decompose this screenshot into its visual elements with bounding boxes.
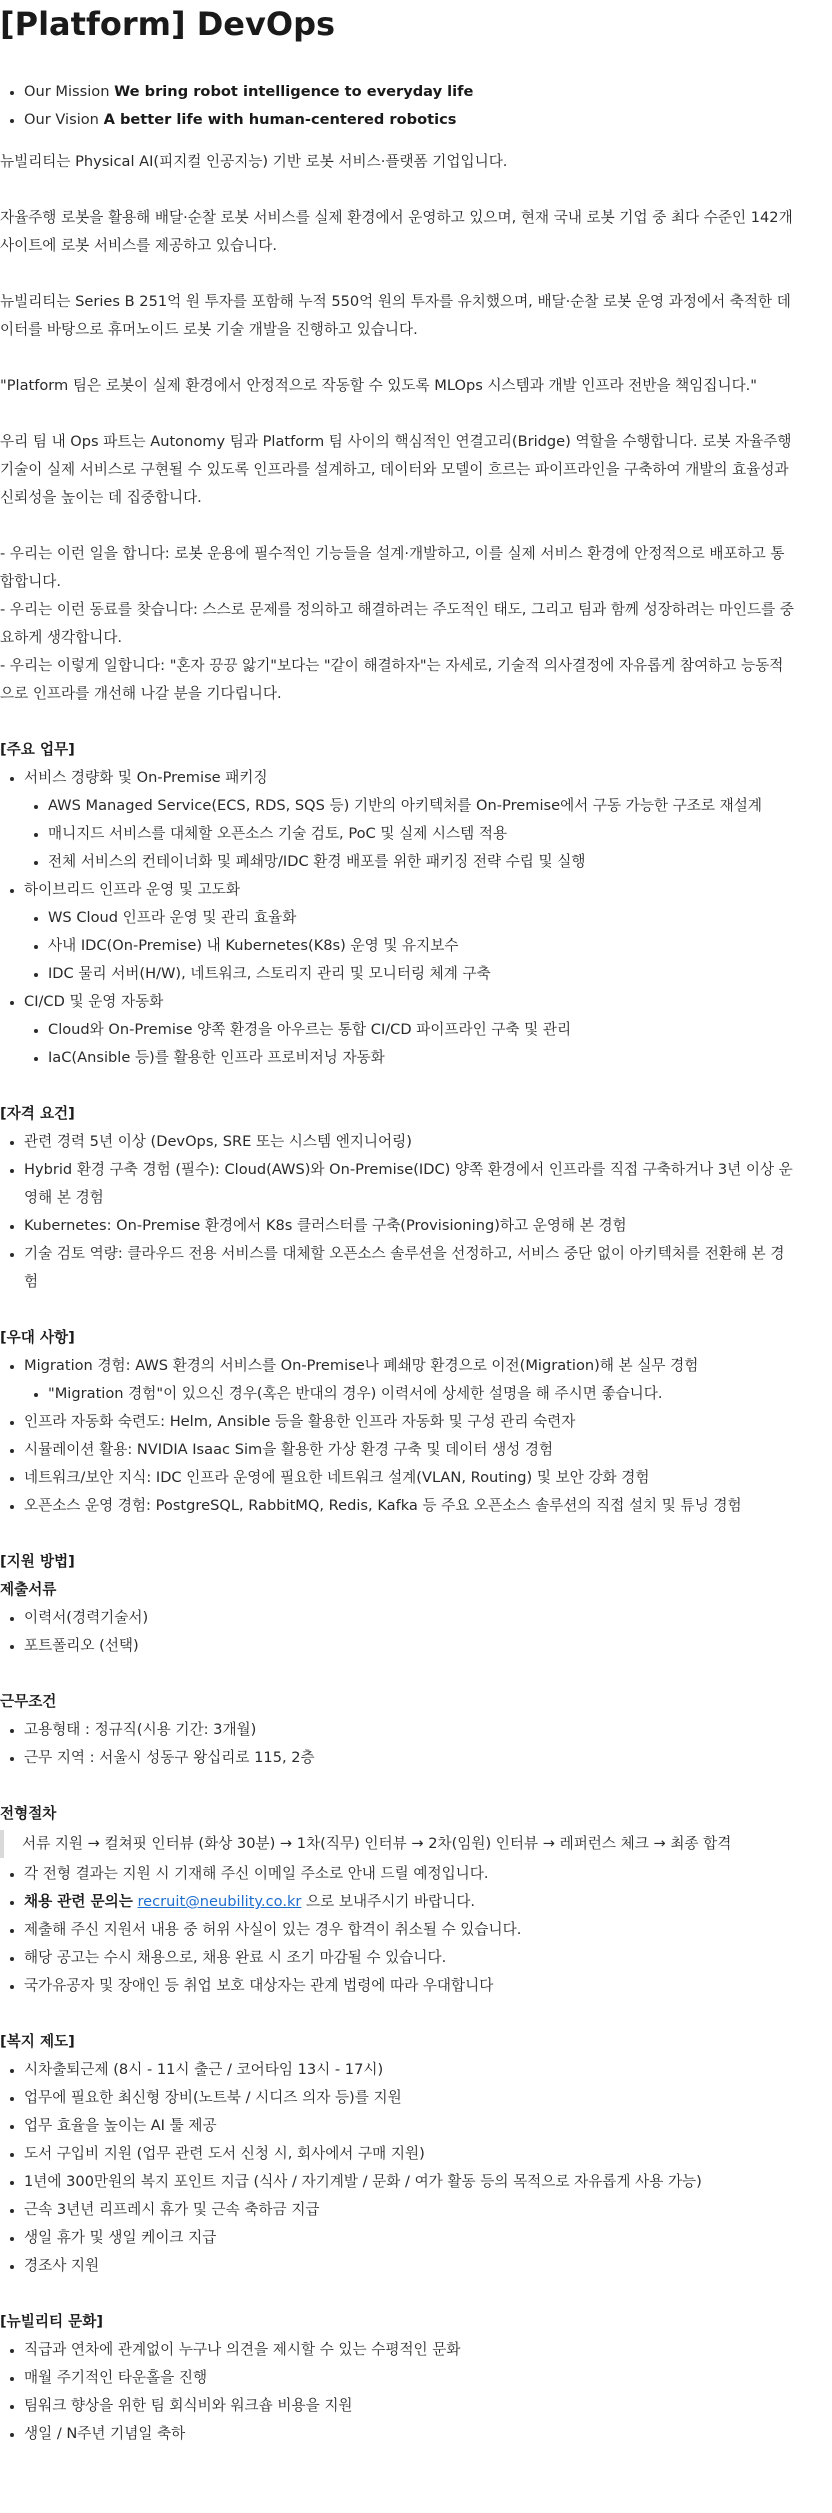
intro-paragraph: 우리 팀 내 Ops 파트는 Autonomy 팀과 Platform 팀 사이의 핵심적인 연결고리(Bridge) 역할을 수행합니다. 로봇 자율주행 기술이 실제 서비스로 구현될 수 있도록 인프라를 설계하고, 데이터와 모델이 흐르는 파이프라인을 구축하여 개발의 효율성과 신뢰성을 높이는 데 집중합니다.	[0, 433, 792, 506]
process-notes-list	[0, 1860, 794, 2000]
list-item: • 오픈소스 운영 경험: PostgreSQL, RabbitMQ, Redis, Kafka 등 주요 오픈소스 솔루션의 직접 설치 및 튜닝 경험	[24, 1492, 794, 1520]
list-item: • "Migration 경험"이 있으신 경우(혹은 반대의 경우) 이력서에 상세한 설명을 해 주시면 좋습니다.	[48, 1380, 794, 1408]
mission-label: Our Mission	[24, 83, 110, 100]
duties-list	[0, 764, 794, 1072]
apply-heading: [지원 방법]	[0, 1553, 75, 1570]
intro-paragraph: 자율주행 로봇을 활용해 배달·순찰 로봇 서비스를 실제 환경에서 운영하고 있으며, 현재 국내 로봇 기업 중 최다 수준인 142개 사이트에 로봇 서비스를 제공하고 있습니다.	[0, 209, 793, 254]
contact-item	[24, 1888, 794, 1916]
list-item: • 각 전형 결과는 지원 시 기재해 주신 이메일 주소로 안내 드릴 예정입니다.	[24, 1860, 794, 1888]
list-item: • 직급과 연차에 관계없이 누구나 의견을 제시할 수 있는 수평적인 문화	[24, 2336, 794, 2364]
list-item: • 하이브리드 인프라 운영 및 고도화 • WS Cloud 인프라 운영 및 관리 효율화 • 사내 IDC(On-Premise) 내 Kubernetes(K8s) 운영 및 유지보수 • IDC 물리 서버(H/W), 네트워크, 스토리지 관리 및 모니터링 체계 구축	[24, 876, 794, 988]
list-item: • 인프라 자동화 숙련도: Helm, Ansible 등을 활용한 인프라 자동화 및 구성 관리 숙련자	[24, 1408, 794, 1436]
conditions-heading: 근무조건	[0, 1693, 57, 1710]
list-item: • 근무 지역 : 서울시 성동구 왕십리로 115, 2층	[24, 1744, 794, 1772]
list-item: • 포트폴리오 (선택)	[24, 1632, 794, 1660]
list-item: • 매월 주기적인 타운홀을 진행	[24, 2364, 794, 2392]
culture-list	[0, 2336, 794, 2448]
mission-vision-list	[0, 78, 794, 134]
list-item: • 제출해 주신 지원서 내용 중 허위 사실이 있는 경우 합격이 취소될 수 있습니다.	[24, 1916, 794, 1944]
platform-quote: "Platform 팀은 로봇이 실제 환경에서 안정적으로 작동할 수 있도록 MLOps 시스템과 개발 인프라 전반을 책임집니다."	[0, 377, 758, 394]
contact-suffix: 으로 보내주시기 바랍니다.	[301, 1893, 476, 1910]
benefits-list	[0, 2056, 794, 2280]
list-item: • 생일 휴가 및 생일 케이크 지급	[24, 2224, 794, 2252]
requirements-heading: [자격 요건]	[0, 1105, 75, 1122]
list-item: • 이력서(경력기술서)	[24, 1604, 794, 1632]
list-item: • 도서 구입비 지원 (업무 관련 도서 신청 시, 회사에서 구매 지원)	[24, 2140, 794, 2168]
list-item: • 경조사 지원	[24, 2252, 794, 2280]
list-item: • 전체 서비스의 컨테이너화 및 폐쇄망/IDC 환경 배포를 위한 패키징 전략 수립 및 실행	[48, 848, 794, 876]
docs-heading: 제출서류	[0, 1581, 57, 1598]
list-item: • 1년에 300만원의 복지 포인트 지급 (식사 / 자기계발 / 문화 / 여가 활동 등의 목적으로 자유롭게 사용 가능)	[24, 2168, 794, 2196]
list-item: • 근속 3년년 리프레시 휴가 및 근속 축하금 지급	[24, 2196, 794, 2224]
list-item: • 기술 검토 역량: 클라우드 전용 서비스를 대체할 오픈소스 솔루션을 선정하고, 서비스 중단 없이 아키텍처를 전환해 본 경험	[24, 1240, 794, 1296]
team-line: - 우리는 이렇게 일합니다: "혼자 끙끙 앓기"보다는 "같이 해결하자"는 자세로, 기술적 의사결정에 자유롭게 참여하고 능동적으로 인프라를 개선해 나갈 분을 기다립니다.	[0, 657, 784, 702]
list-item: • 생일 / N주년 기념일 축하	[24, 2420, 794, 2448]
mission-item	[24, 78, 794, 106]
list-item: • 팀워크 향상을 위한 팀 회식비와 워크숍 비용을 지원	[24, 2392, 794, 2420]
list-item: • 서비스 경량화 및 On-Premise 패키징 • AWS Managed Service(ECS, RDS, SQS 등) 기반의 아키텍처를 On-Premise에서 구동 가능한 구조로 재설계 • 매니지드 서비스를 대체할 오픈소스 기술 검토, PoC 및 실제 시스템 적용 • 전체 서비스의 컨테이너화 및 폐쇄망/IDC 환경 배포를 위한 패키징 전략 수립 및 실행	[24, 764, 794, 876]
mission-value: We bring robot intelligence to everyday life	[114, 83, 474, 100]
list-item: • 시뮬레이션 활용: NVIDIA Isaac Sim을 활용한 가상 환경 구축 및 데이터 생성 경험	[24, 1436, 794, 1464]
contact-label: 채용 관련 문의는	[24, 1893, 133, 1910]
process-heading: 전형절차	[0, 1805, 57, 1822]
vision-value: A better life with human-centered robotics	[103, 111, 457, 128]
team-line: - 우리는 이런 일을 합니다: 로봇 운용에 필수적인 기능들을 설계·개발하고, 이를 실제 서비스 환경에 안정적으로 배포하고 통합합니다.	[0, 545, 785, 590]
list-item: • 네트워크/보안 지식: IDC 인프라 운영에 필요한 네트워크 설계(VLAN, Routing) 및 보안 강화 경험	[24, 1464, 794, 1492]
team-line: - 우리는 이런 동료를 찾습니다: 스스로 문제를 정의하고 해결하려는 주도적인 태도, 그리고 팀과 함께 성장하려는 마인드를 중요하게 생각합니다.	[0, 601, 794, 646]
duties-heading: [주요 업무]	[0, 741, 75, 758]
list-item: • 사내 IDC(On-Premise) 내 Kubernetes(K8s) 운영 및 유지보수	[48, 932, 794, 960]
list-item: • Cloud와 On-Premise 양쪽 환경을 아우르는 통합 CI/CD 파이프라인 구축 및 관리	[48, 1016, 794, 1044]
list-item: • 업무에 필요한 최신형 장비(노트북 / 시디즈 의자 등)를 지원	[24, 2084, 794, 2112]
contact-email-link[interactable]: recruit@neubility.co.kr	[137, 1893, 302, 1910]
vision-label: Our Vision	[24, 111, 99, 128]
conditions-list	[0, 1716, 794, 1772]
page-title: [Platform] DevOps	[0, 5, 336, 43]
requirements-list	[0, 1128, 794, 1296]
list-item: • WS Cloud 인프라 운영 및 관리 효율화	[48, 904, 794, 932]
culture-heading: [뉴빌리티 문화]	[0, 2313, 104, 2330]
list-item: • IaC(Ansible 등)를 활용한 인프라 프로비저닝 자동화	[48, 1044, 794, 1072]
list-item: • 국가유공자 및 장애인 등 취업 보호 대상자는 관계 법령에 따라 우대합니다	[24, 1972, 794, 2000]
list-item: • 고용형태 : 정규직(시용 기간: 3개월)	[24, 1716, 794, 1744]
list-item: • Hybrid 환경 구축 경험 (필수): Cloud(AWS)와 On-Premise(IDC) 양쪽 환경에서 인프라를 직접 구축하거나 3년 이상 운영해 본 경험	[24, 1156, 794, 1212]
list-item: • 매니지드 서비스를 대체할 오픈소스 기술 검토, PoC 및 실제 시스템 적용	[48, 820, 794, 848]
list-item: • CI/CD 및 운영 자동화 • Cloud와 On-Premise 양쪽 환경을 아우르는 통합 CI/CD 파이프라인 구축 및 관리 • IaC(Ansible 등)를 활용한 인프라 프로비저닝 자동화	[24, 988, 794, 1072]
list-item: • Kubernetes: On-Premise 환경에서 K8s 클러스터를 구축(Provisioning)하고 운영해 본 경험	[24, 1212, 794, 1240]
vision-item	[24, 106, 794, 134]
process-quote: 서류 지원 → 컬쳐핏 인터뷰 (화상 30분) → 1차(직무) 인터뷰 → 2차(임원) 인터뷰 → 레퍼런스 체크 → 최종 합격	[0, 1830, 794, 1858]
preferred-heading: [우대 사항]	[0, 1329, 75, 1346]
preferred-list	[0, 1352, 794, 1520]
list-item: • IDC 물리 서버(H/W), 네트워크, 스토리지 관리 및 모니터링 체계 구축	[48, 960, 794, 988]
docs-list	[0, 1604, 794, 1660]
list-item: • 해당 공고는 수시 채용으로, 채용 완료 시 조기 마감될 수 있습니다.	[24, 1944, 794, 1972]
list-item: • Migration 경험: AWS 환경의 서비스를 On-Premise나 폐쇄망 환경으로 이전(Migration)해 본 실무 경험 • "Migration 경험"이 있으신 경우(혹은 반대의 경우) 이력서에 상세한 설명을 해 주시면 좋습니다.	[24, 1352, 794, 1408]
list-item: • 관련 경력 5년 이상 (DevOps, SRE 또는 시스템 엔지니어링)	[24, 1128, 794, 1156]
intro-paragraph: 뉴빌리티는 Series B 251억 원 투자를 포함해 누적 550억 원의 투자를 유치했으며, 배달·순찰 로봇 운영 과정에서 축적한 데이터를 바탕으로 휴머노이드 로봇 기술 개발을 진행하고 있습니다.	[0, 293, 791, 338]
list-item: • AWS Managed Service(ECS, RDS, SQS 등) 기반의 아키텍처를 On-Premise에서 구동 가능한 구조로 재설계	[48, 792, 794, 820]
list-item: • 업무 효율을 높이는 AI 툴 제공	[24, 2112, 794, 2140]
benefits-heading: [복지 제도]	[0, 2033, 75, 2050]
intro-paragraph: 뉴빌리티는 Physical AI(피지컬 인공지능) 기반 로봇 서비스·플랫폼 기업입니다.	[0, 153, 508, 170]
list-item: • 시차출퇴근제 (8시 - 11시 출근 / 코어타임 13시 - 17시)	[24, 2056, 794, 2084]
